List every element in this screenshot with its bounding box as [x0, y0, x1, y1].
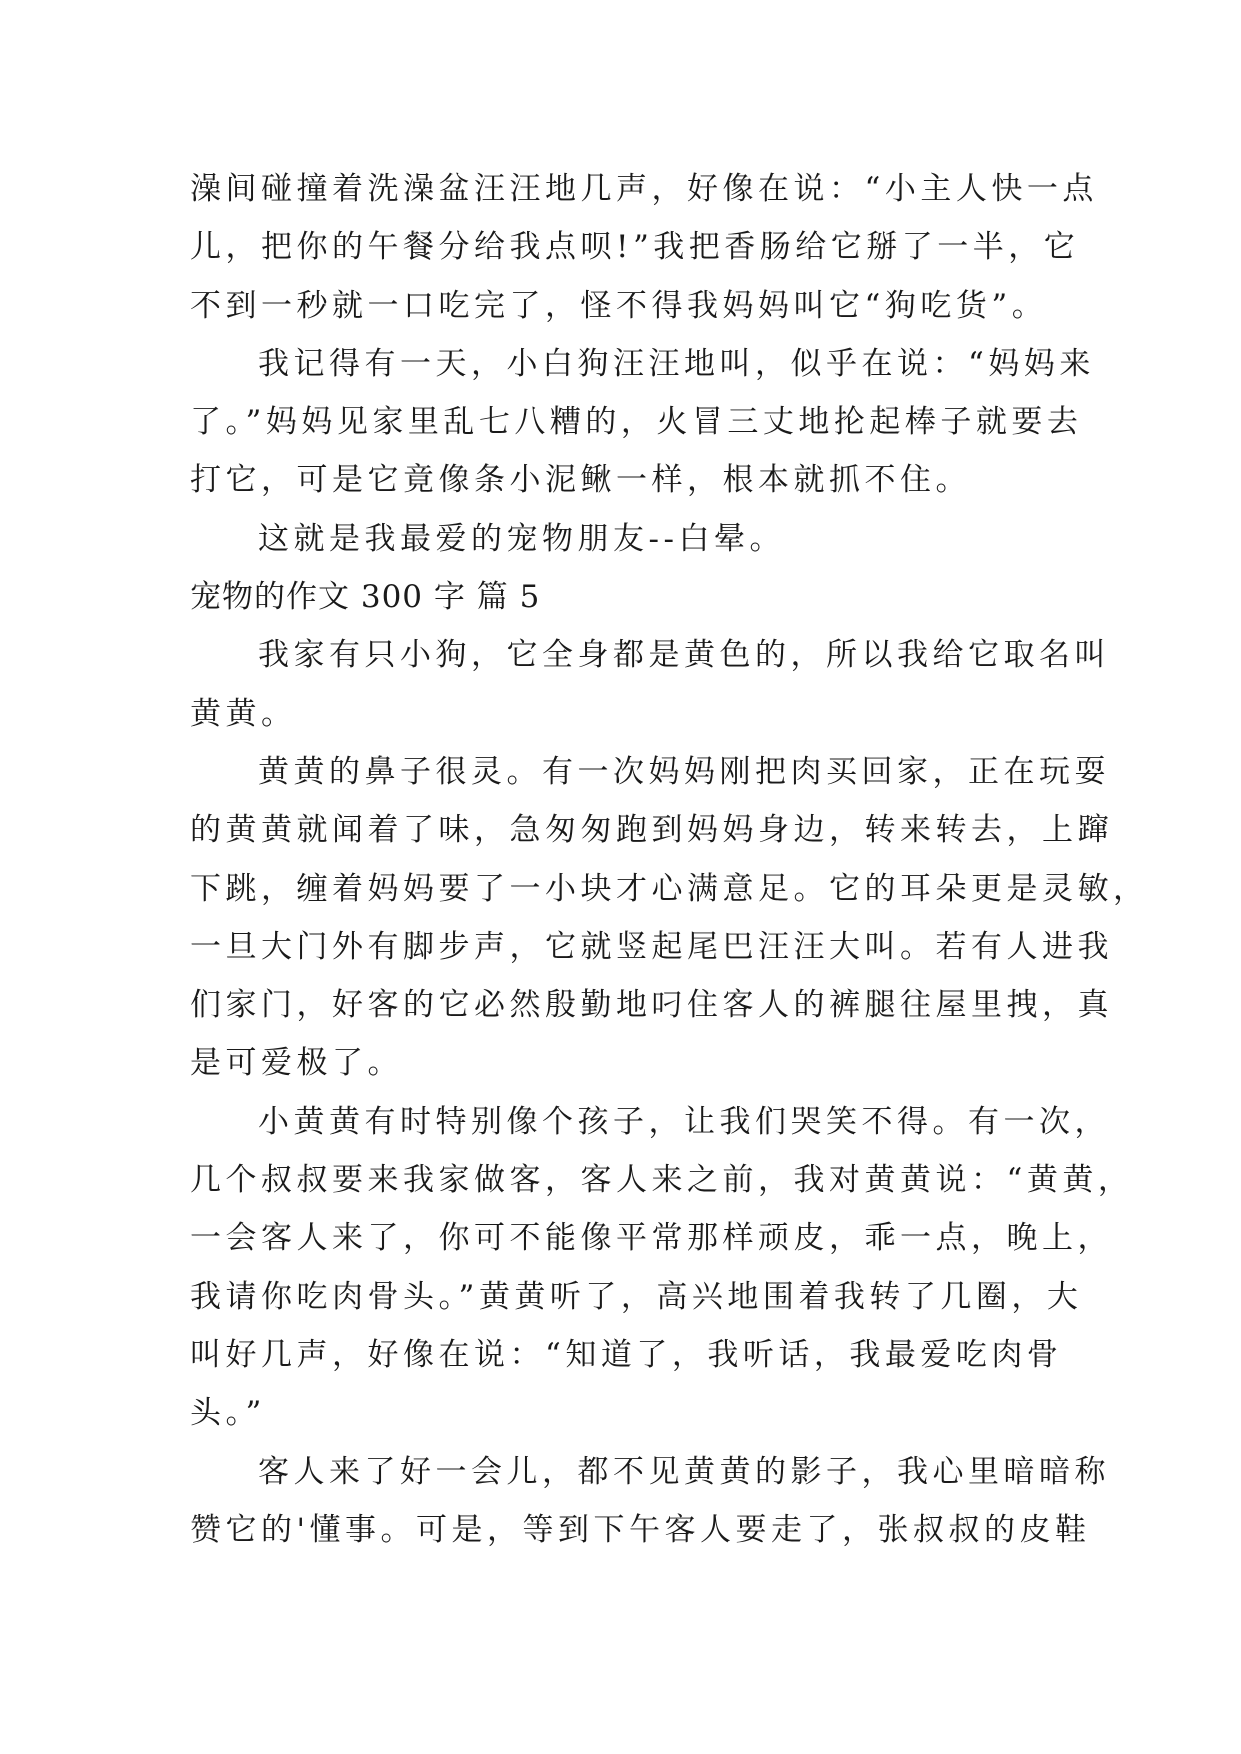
paragraph-first-line: 这就是我最爱的宠物朋友--白晕。	[258, 520, 785, 557]
body-line: 一旦大门外有脚步声，它就竖起尾巴汪汪大叫。若有人进我	[190, 928, 1113, 965]
body-line: 澡间碰撞着洗澡盆汪汪地几声，好像在说：“小主人快一点	[190, 171, 1098, 207]
paragraph-first-line: 客人来了好一会儿，都不见黄黄的影子，我心里暗暗称	[258, 1453, 1110, 1490]
body-line: 几个叔叔要来我家做客，客人来之前，我对黄黄说：“黄黄，	[190, 1162, 1134, 1199]
body-line: 不到一秒就一口吃完了，怪不得我妈妈叫它“狗吃货”。	[190, 287, 1048, 324]
body-line: 打它，可是它竟像条小泥鳅一样，根本就抓不住。	[190, 462, 971, 499]
body-line: 们家门，好客的它必然殷勤地叼住客人的裤腿往屋里拽，真	[190, 987, 1113, 1024]
paragraph-first-line: 黄黄的鼻子很灵。有一次妈妈刚把肉买回家，正在玩耍	[258, 753, 1110, 790]
body-line: 赞它的'懂事。可是，等到下午客人要走了，张叔叔的皮鞋	[190, 1511, 1091, 1548]
body-line: 一会客人来了，你可不能像平常那样顽皮，乖一点，晚上，	[190, 1220, 1113, 1257]
document-body	[190, 160, 1149, 1559]
body-line: 儿，把你的午餐分给我点呗!”我把香肠给它掰了一半，它	[190, 229, 1080, 266]
paragraph-first-line: 小黄黄有时特别像个孩子，让我们哭笑不得。有一次，	[258, 1103, 1110, 1140]
body-line: 头。”	[190, 1395, 266, 1432]
body-line: 下跳，缠着妈妈要了一小块才心满意足。它的耳朵更是灵敏，	[190, 870, 1149, 907]
section-heading: 宠物的作文 300 字 篇 5	[190, 579, 541, 616]
paragraph-first-line: 我记得有一天，小白狗汪汪地叫，似乎在说：“妈妈来	[258, 345, 1095, 382]
paragraph-first-line: 我家有只小狗，它全身都是黄色的，所以我给它取名叫	[258, 637, 1110, 674]
body-line: 我请你吃肉骨头。”黄黄听了，高兴地围着我转了几圈，大	[190, 1278, 1083, 1315]
body-line: 黄黄。	[190, 695, 297, 732]
body-line: 了。”妈妈见家里乱七八糟的，火冒三丈地抡起棒子就要去	[190, 404, 1083, 441]
body-line: 的黄黄就闻着了味，急匆匆跑到妈妈身边，转来转去，上蹿	[190, 812, 1113, 849]
body-line: 是可爱极了。	[190, 1045, 403, 1082]
body-line: 叫好几声，好像在说：“知道了，我听话，我最爱吃肉骨	[190, 1336, 1063, 1373]
